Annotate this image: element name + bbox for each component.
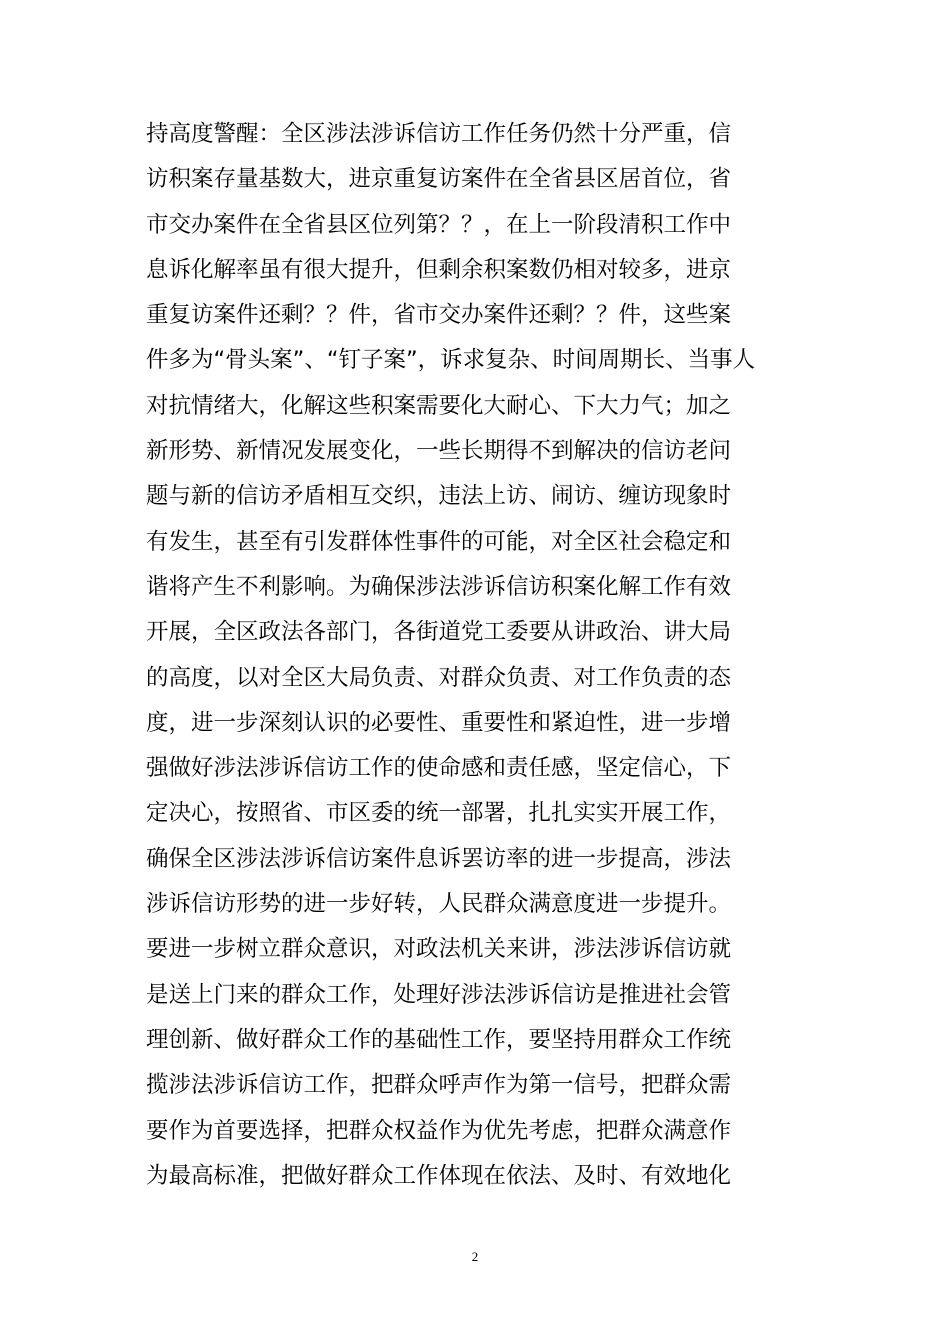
- text-line: 理创新、做好群众工作的基础性工作，要坚持用群众工作统: [146, 1026, 732, 1053]
- text-line: 是送上门来的群众工作，处理好涉法涉诉信访是推进社会管: [146, 981, 732, 1008]
- text-line: 要作为首要选择，把群众权益作为优先考虑，把群众满意作: [146, 1117, 732, 1144]
- text-line: 新形势、新情况发展变化，一些长期得不到解决的信访老问: [146, 438, 732, 465]
- text-line: 揽涉法涉诉信访工作，把群众呼声作为第一信号，把群众需: [146, 1072, 732, 1099]
- text-line: 确保全区涉法涉诉信访案件息诉罢访率的进一步提高，涉法: [146, 845, 732, 872]
- text-line: 定决心，按照省、市区委的统一部署，扎扎实实开展工作，: [146, 800, 732, 827]
- text-line: 息诉化解率虽有很大提升，但剩余积案数仍相对较多，进京: [146, 256, 732, 283]
- page-number: 2: [471, 1249, 479, 1264]
- text-line: 度，进一步深刻认识的必要性、重要性和紧迫性，进一步增: [146, 709, 732, 736]
- text-line: 为最高标准，把做好群众工作体现在依法、及时、有效地化: [146, 1162, 732, 1189]
- text-line: 有发生，甚至有引发群体性事件的可能，对全区社会稳定和: [146, 528, 732, 555]
- text-line: 市交办案件在全省县区位列第？？，在上一阶段清积工作中: [146, 211, 732, 238]
- text-line: 访积案存量基数大，进京重复访案件在全省县区居首位，省: [146, 166, 732, 193]
- body-text: [146, 112, 816, 1199]
- text-line: 开展，全区政法各部门，各街道党工委要从讲政治、讲大局: [146, 619, 732, 646]
- text-line: 重复访案件还剩？？件，省市交办案件还剩？？件，这些案: [146, 302, 732, 329]
- text-line: 的高度，以对全区大局负责、对群众负责、对工作负责的态: [146, 664, 732, 691]
- text-line: 持高度警醒：全区涉法涉诉信访工作任务仍然十分严重，信: [146, 121, 732, 147]
- text-line: 题与新的信访矛盾相互交织，违法上访、闹访、缠访现象时: [146, 483, 732, 510]
- text-line: 对抗情绪大，化解这些积案需要化大耐心、下大力气；加之: [146, 392, 732, 419]
- text-line: 件多为“骨头案”、“钉子案”，诉求复杂、时间周期长、当事人: [146, 347, 756, 374]
- text-line: 要进一步树立群众意识，对政法机关来讲，涉法涉诉信访就: [146, 936, 732, 963]
- text-line: 强做好涉法涉诉信访工作的使命感和责任感，坚定信心，下: [146, 755, 732, 782]
- text-line: 涉诉信访形势的进一步好转，人民群众满意度进一步提升。: [146, 891, 732, 918]
- text-line: 谐将产生不利影响。为确保涉法涉诉信访积案化解工作有效: [146, 573, 732, 600]
